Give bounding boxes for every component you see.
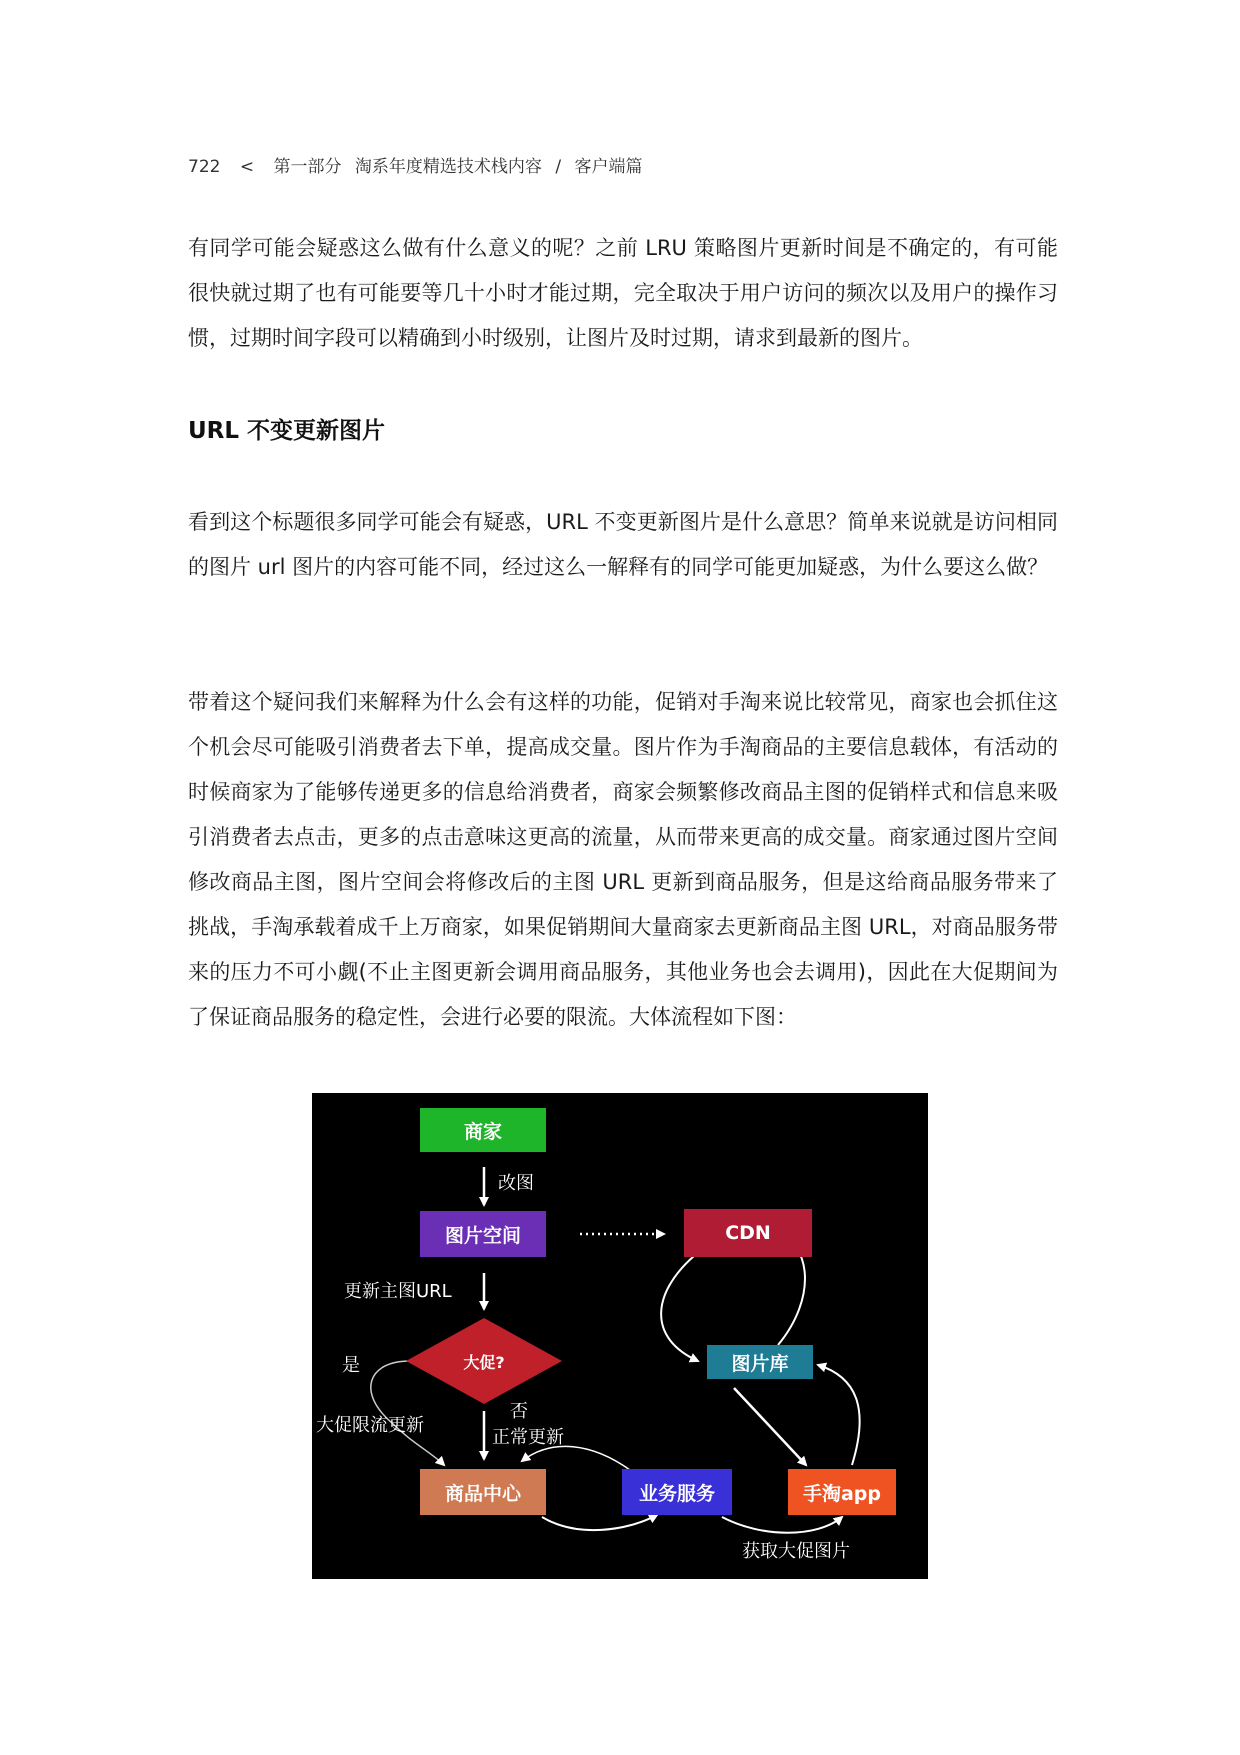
header-separator: < <box>239 157 255 177</box>
label-promo-update: 大促限流更新 <box>316 1415 424 1436</box>
arrow-lib-to-app <box>734 1388 806 1465</box>
node-cdn: CDN <box>684 1209 812 1257</box>
header-section: 淘系年度精选技术栈内容 <box>354 157 542 177</box>
node-biz-service: 业务服务 <box>622 1469 732 1515</box>
arrow-app-to-lib <box>818 1365 860 1465</box>
arrow-biz-to-center <box>522 1446 630 1470</box>
arrow-biz-to-app <box>722 1517 842 1533</box>
header-part: 第一部分 <box>273 157 342 177</box>
node-image-space: 图片空间 <box>420 1211 546 1257</box>
label-normal-update: 正常更新 <box>492 1427 564 1448</box>
label-get-promo-image: 获取大促图片 <box>742 1541 850 1562</box>
label-update-url: 更新主图URL <box>344 1281 452 1302</box>
arrow-cdn-to-lib <box>661 1256 698 1361</box>
arrow-center-to-biz <box>542 1515 657 1530</box>
label-no: 否 <box>510 1401 528 1422</box>
flow-diagram <box>312 1093 928 1579</box>
paragraph-3: 带着这个疑问我们来解释为什么会有这样的功能，促销对手淘来说比较常见，商家也会抓住这个机会尽可能吸引消费者去下单，提高成交量。图片作为手淘商品的主要信息载体，有活动的时候商家为了能够传递更多的信息给消费者，商家会频繁修改商品主图的促销样式和信息来吸引消费者去点击，更多的点击意味这更高的流量，从而带来更高的成交量。商家通过图片空间修改商品主图，图片空间会将修改后的主图 URL 更新到商品服务，但是这给商品服务带来了挑战，手淘承载着成千上万商家，如果促销期间大量商家去更新商品主图 URL，对商品服务带来的压力不可小觑(不止主图更新会调用商品服务，其他业务也会去调用)，因此在大促期间为了保证商品服务的稳定性，会进行必要的限流。大体流程如下图： <box>188 690 1058 1029</box>
node-promo: 大促? <box>463 1352 505 1372</box>
node-image-lib: 图片库 <box>707 1345 813 1379</box>
label-modify-image: 改图 <box>498 1173 534 1194</box>
section-heading: URL 不变更新图片 <box>188 418 386 444</box>
node-merchant: 商家 <box>420 1108 546 1152</box>
header-slash: / <box>555 157 562 177</box>
node-app: 手淘app <box>788 1469 896 1515</box>
paragraph-1: 有同学可能会疑惑这么做有什么意义的呢？之前 LRU 策略图片更新时间是不确定的，有可能很快就过期了也有可能要等几十小时才能过期，完全取决于用户访问的频次以及用户的操作习惯，过期时间字段可以精确到小时级别，让图片及时过期，请求到最新的图片。 <box>188 236 1058 350</box>
header-chapter: 客户端篇 <box>574 157 643 177</box>
label-yes: 是 <box>342 1355 360 1376</box>
paragraph-2: 看到这个标题很多同学可能会有疑惑，URL 不变更新图片是什么意思？简单来说就是访问相同的图片 url 图片的内容可能不同，经过这么一解释有的同学可能更加疑惑，为什么要这么做？ <box>188 510 1058 579</box>
page-number: 722 <box>188 157 221 177</box>
node-product-center: 商品中心 <box>420 1469 546 1515</box>
page-header <box>188 152 656 177</box>
